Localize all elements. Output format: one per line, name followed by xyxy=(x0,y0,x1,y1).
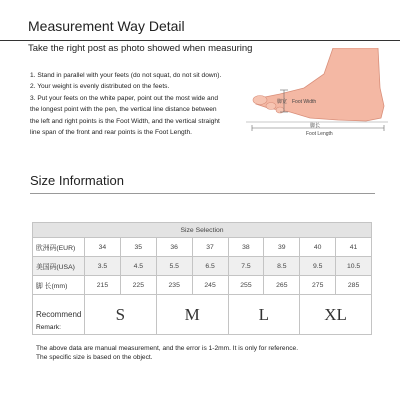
page-title: Measurement Way Detail xyxy=(28,18,185,34)
table-cell: 9.5 xyxy=(300,257,336,276)
row-label: 欧洲码(EUR) xyxy=(33,238,85,257)
table-cell: 35 xyxy=(120,238,156,257)
table-cell: 225 xyxy=(120,276,156,295)
size-info-title: Size Information xyxy=(30,173,124,188)
recommend-size: L xyxy=(228,295,300,335)
table-row-recommend xyxy=(33,295,372,335)
table-row-foot-length xyxy=(33,276,372,295)
title-divider xyxy=(0,40,400,41)
table-cell: 41 xyxy=(336,238,372,257)
remark-line: The specific size is based on the object. xyxy=(36,354,153,361)
toe-shape xyxy=(266,103,276,110)
table-cell: 40 xyxy=(300,238,336,257)
size-chart-table xyxy=(32,222,372,335)
row-label: 脚 长(mm) xyxy=(33,276,85,295)
table-header-row xyxy=(33,223,372,238)
recommend-size: M xyxy=(156,295,228,335)
table-cell: 5.5 xyxy=(156,257,192,276)
foot-illustration xyxy=(256,48,384,121)
remark-title: Remark: xyxy=(36,324,61,331)
foot-width-label: Foot Width xyxy=(292,99,317,105)
table-row-usa xyxy=(33,257,372,276)
row-label: 美国码(USA) xyxy=(33,257,85,276)
step-line: line span of the front and rear points is the Foot Length. xyxy=(30,129,193,137)
table-cell: 7.5 xyxy=(228,257,264,276)
step-line: the longest point with the pen, the vertical line distance between xyxy=(30,106,217,114)
page-subtitle: Take the right post as photo showed when measuring xyxy=(28,43,253,54)
foot-width-label-cn: 脚宽 xyxy=(277,99,288,105)
measurement-steps xyxy=(30,70,240,138)
step-line: 3. Put your feets on the white paper, point out the most wide and xyxy=(30,94,219,102)
table-cell: 39 xyxy=(264,238,300,257)
table-cell: 8.5 xyxy=(264,257,300,276)
table-cell: 255 xyxy=(228,276,264,295)
table-cell: 285 xyxy=(336,276,372,295)
table-cell: 3.5 xyxy=(85,257,121,276)
table-cell: 275 xyxy=(300,276,336,295)
table-row-eur xyxy=(33,238,372,257)
row-label: Recommend xyxy=(33,295,85,335)
size-selection-header: Size Selection xyxy=(33,223,372,238)
foot-length-label: Foot Length xyxy=(306,131,333,137)
table-cell: 215 xyxy=(85,276,121,295)
remark-text xyxy=(36,344,376,362)
size-info-divider xyxy=(30,193,375,194)
table-cell: 10.5 xyxy=(336,257,372,276)
table-cell: 6.5 xyxy=(192,257,228,276)
table-cell: 34 xyxy=(85,238,121,257)
table-cell: 245 xyxy=(192,276,228,295)
table-cell: 36 xyxy=(156,238,192,257)
foot-length-label-cn: 脚长 xyxy=(310,123,321,129)
step-line: the left and right points is the Foot Width, and the vertical straight xyxy=(30,117,220,125)
table-cell: 38 xyxy=(228,238,264,257)
table-cell: 4.5 xyxy=(120,257,156,276)
recommend-size: XL xyxy=(300,295,372,335)
step-line: 2. Your weight is evenly distributed on the feets. xyxy=(30,83,170,91)
step-line: 1. Stand in parallel with your feets (do not squat, do not sit down). xyxy=(30,72,222,79)
foot-measurement-diagram xyxy=(238,48,388,140)
table-cell: 265 xyxy=(264,276,300,295)
table-cell: 37 xyxy=(192,238,228,257)
remark-line: The above data are manual measurement, and the error is 1-2mm. It is only for reference. xyxy=(36,345,299,352)
toe-shape xyxy=(253,96,267,105)
recommend-size: S xyxy=(85,295,157,335)
table-cell: 235 xyxy=(156,276,192,295)
